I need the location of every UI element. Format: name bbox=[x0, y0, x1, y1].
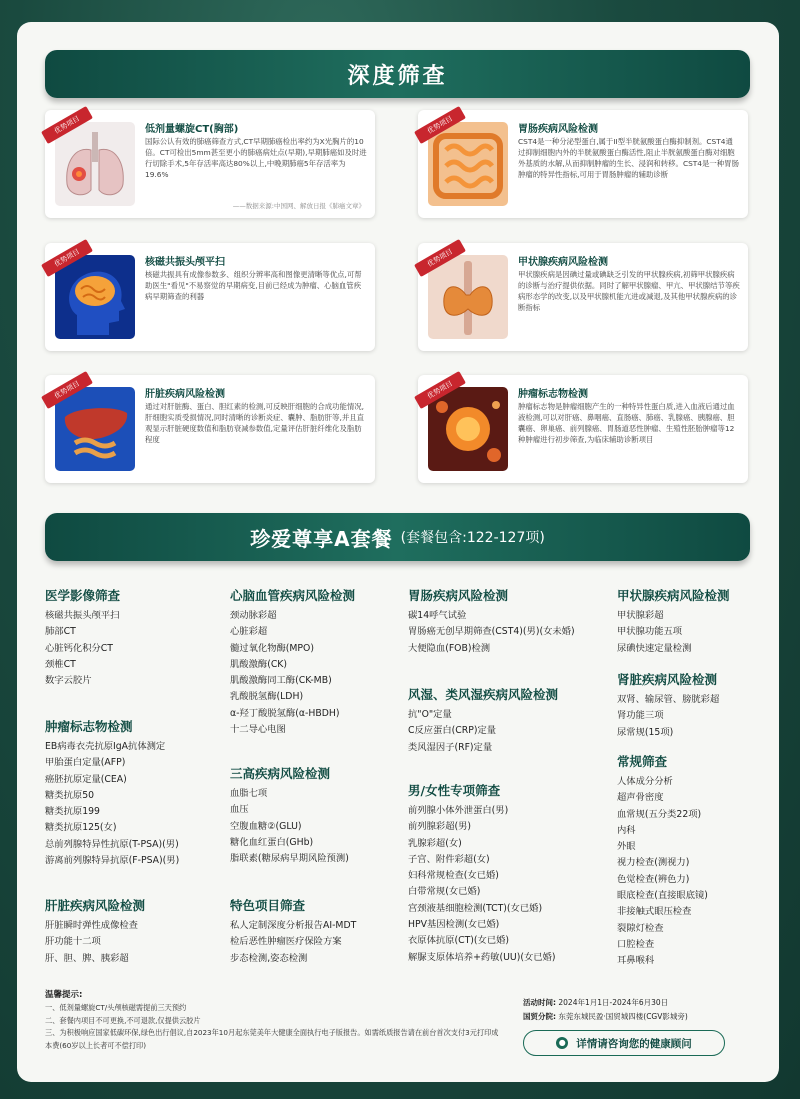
list-item: 心脏钙化积分CT bbox=[45, 642, 113, 654]
list-item: 超声骨密度 bbox=[617, 792, 664, 804]
list-item: 色觉检查(辨色力) bbox=[617, 873, 690, 885]
list-item: 裂隙灯检查 bbox=[617, 922, 664, 934]
section-title: 特色项目筛查 bbox=[230, 898, 306, 913]
deep-screening-banner bbox=[45, 50, 750, 98]
card-gastro bbox=[418, 110, 748, 218]
list-item: 肝脏瞬时弹性成像检查 bbox=[45, 920, 138, 931]
list-item: 癌胚抗原定量(CEA) bbox=[45, 773, 127, 785]
list-item: 空腹血糖②(GLU) bbox=[230, 820, 302, 832]
list-item: 髓过氧化物酶(MPO) bbox=[230, 642, 314, 654]
list-item: 内科 bbox=[617, 824, 636, 836]
card-mri-head bbox=[45, 243, 375, 351]
section-title: 胃肠疾病风险检测 bbox=[408, 588, 509, 603]
section-title: 肾脏疾病风险检测 bbox=[617, 672, 718, 687]
package-subtitle: (套餐包含:122-127项) bbox=[400, 530, 545, 546]
section-thyroid bbox=[617, 586, 730, 657]
section-kidney bbox=[617, 670, 719, 741]
list-item: 肝功能十二项 bbox=[45, 936, 101, 948]
tips-title: 温馨提示: bbox=[45, 990, 83, 1000]
section-title: 三高疾病风险检测 bbox=[230, 766, 331, 781]
list-item: 尿常规(15项) bbox=[617, 726, 674, 738]
card-title: 胃肠疾病风险检测 bbox=[518, 124, 598, 135]
section-gender-specific bbox=[408, 781, 555, 966]
event-time-value: 2024年1月1日-2024年6月30日 bbox=[558, 998, 669, 1007]
list-item: 颈椎CT bbox=[45, 658, 76, 670]
section-gastro bbox=[408, 586, 575, 657]
intestine-icon bbox=[428, 122, 508, 206]
list-item: 糖类抗原125(女) bbox=[45, 822, 117, 834]
list-item: 肌酸激酶(CK) bbox=[230, 658, 288, 670]
card-description: 肿瘤标志物是肿瘤细胞产生的一种特异性蛋白质,进入血液后通过血液检测,可以对肝癌、鼻咽癌、直肠癌、肺癌、乳腺癌、胰腺癌、胆囊癌、卵巢癌、前列腺癌、胃肠道恶性肿瘤、生殖性胚胎肿瘤等12种肿瘤进行初步筛查,为临床辅助诊断项目 bbox=[518, 402, 735, 444]
list-item: 总前列腺特异性抗原(T-PSA)(男) bbox=[45, 838, 179, 850]
card-description: CST4是一种分泌型蛋白,属于II型半胱氨酸蛋白酶抑制剂。CST4通过抑制细胞内外的半胱氨酸蛋白酶活性,阻止半胱氨酸蛋白酶对细胞外基质的水解,从而抑制肿瘤的生长、浸润和转移。CST4是一种胃肠肿瘤的特异性指标,可用于胃肠肿瘤的辅助诊断 bbox=[518, 137, 739, 179]
list-item: 胃肠癌无创早期筛查(CST4)(男)(女未婚) bbox=[408, 626, 575, 638]
section-title: 医学影像筛查 bbox=[45, 588, 121, 603]
section-routine bbox=[617, 752, 708, 970]
card-description: 甲状腺疾病是因碘过量或碘缺乏引发的甲状腺疾病,初筛甲状腺疾病的诊断与治疗提供依据。同时了解甲状腺瘤、甲亢、甲状腺结节等疾病形态学的改变,以及甲状腺机能亢进或减退,及其他甲状腺疾病的诊断指标 bbox=[518, 270, 740, 312]
list-item: 颈动脉彩超 bbox=[230, 610, 277, 621]
list-item: EB病毒衣壳抗原IgA抗体测定 bbox=[45, 741, 166, 752]
list-item: 数字云胶片 bbox=[45, 675, 92, 687]
list-item: 肌酸激酶同工酶(CK-MB) bbox=[230, 675, 332, 687]
tip-item: 三、为积极响应国家低碳环保,绿色出行倡议,自2023年10月起东莞美年大健康全面执行电子版报告。如需纸质报告请在前台首次支付3元打印成本费(60岁以上长者可不偿打印) bbox=[45, 1028, 499, 1050]
list-item: 双肾、输尿管、膀胱彩超 bbox=[617, 694, 720, 705]
list-item: 尿碘快速定量检测 bbox=[617, 642, 692, 654]
card-description: 通过对肝脏酶、蛋白、胆红素的检测,可反映肝细胞的合成功能情况,肝细胞实质受损情况,同时清晰的诊断炎症、囊肿、脂肪肝等,并且直观显示肝脏硬度数值和脂肪衰减参数值,定量评估肝脏纤维化及脂肪程度 bbox=[145, 402, 365, 444]
deep-screening-title: 深度筛查 bbox=[347, 63, 448, 89]
section-title: 风湿、类风湿疾病风险检测 bbox=[408, 687, 559, 702]
list-item: 乳腺彩超(女) bbox=[408, 837, 462, 849]
card-title: 甲状腺疾病风险检测 bbox=[518, 257, 608, 268]
card-lung-ct bbox=[45, 110, 375, 218]
advantage-badge: 优势项目 bbox=[41, 371, 93, 409]
advantage-badge: 优势项目 bbox=[414, 106, 466, 144]
list-item: 衣原体抗原(CT)(女已婚) bbox=[408, 935, 510, 947]
card-liver bbox=[45, 375, 375, 483]
advantage-badge: 优势项目 bbox=[41, 239, 93, 277]
list-item: 外眼 bbox=[617, 841, 636, 853]
package-banner bbox=[45, 513, 750, 561]
list-item: 耳鼻喉科 bbox=[617, 955, 655, 967]
branch-value: 东莞东城民盈·国贸城四楼(CGV影城旁) bbox=[558, 1012, 688, 1021]
list-item: 肺部CT bbox=[45, 626, 76, 638]
event-time-label: 活动时间: bbox=[523, 998, 556, 1007]
card-tumor-markers bbox=[418, 375, 748, 483]
lungs-icon bbox=[55, 122, 135, 206]
section-title: 肝脏疾病风险检测 bbox=[45, 898, 146, 913]
section-three-highs bbox=[230, 764, 349, 867]
event-time-row bbox=[523, 996, 753, 1010]
advantage-badge: 优势项目 bbox=[41, 106, 93, 144]
package-title: 珍爱尊享A套餐 bbox=[250, 526, 393, 551]
liver-icon bbox=[55, 387, 135, 471]
advantage-badge: 优势项目 bbox=[414, 371, 466, 409]
list-item: α-羟丁酸脱氢酶(α-HBDH) bbox=[230, 707, 340, 719]
section-title: 心脑血管疾病风险检测 bbox=[230, 588, 356, 603]
card-title: 肿瘤标志物检测 bbox=[518, 389, 588, 400]
list-item: HPV基因检测(女已婚) bbox=[408, 919, 500, 931]
list-item: 白带常规(女已婚) bbox=[408, 886, 481, 898]
section-title: 甲状腺疾病风险检测 bbox=[617, 588, 730, 603]
list-item: 私人定制深度分析报告AI-MDT bbox=[230, 920, 357, 931]
list-item: 碳14呼气试验 bbox=[408, 610, 467, 621]
list-item: 抗"O"定量 bbox=[408, 709, 452, 720]
card-title: 低剂量螺旋CT(胸部) bbox=[145, 124, 239, 135]
consult-label: 详情请咨询您的健康顾问 bbox=[576, 1037, 692, 1050]
tips-block bbox=[45, 988, 505, 1052]
card-title: 核磁共振头颅平扫 bbox=[145, 257, 225, 268]
card-thyroid bbox=[418, 243, 748, 351]
section-title: 男/女性专项筛查 bbox=[408, 783, 501, 798]
list-item: 十二导心电图 bbox=[230, 724, 286, 736]
list-item: 非接触式眼压检查 bbox=[617, 906, 692, 918]
section-rheumatism bbox=[408, 685, 558, 756]
section-cardio bbox=[230, 586, 355, 738]
list-item: 糖类抗原199 bbox=[45, 806, 100, 818]
list-item: 脂联素(糖尿病早期风险预测) bbox=[230, 853, 349, 865]
card-description: 国际公认有效的肺癌筛查方式,CT早期肺癌检出率约为X光胸片的10倍。CT可检出5mm甚至更小的肺癌病灶点(早期),早期肺癌如及时进行切除手术,5年存活率高达80%以上,中晚期肺癌5年存活率为19.6% bbox=[145, 137, 367, 179]
list-item: 视力检查(测视力) bbox=[617, 857, 690, 869]
data-source-note: ——数据来源:中国网、解放日报《肺癌文章》 bbox=[232, 202, 365, 210]
list-item: 游离前列腺特异抗原(F-PSA)(男) bbox=[45, 855, 180, 867]
list-item: 前列腺彩超(男) bbox=[408, 821, 472, 833]
list-item: 心脏彩超 bbox=[230, 626, 268, 638]
list-item: 乳酸脱氢酶(LDH) bbox=[230, 691, 304, 703]
list-item: 核磁共振头颅平扫 bbox=[45, 610, 120, 621]
list-item: 人体成分分析 bbox=[617, 776, 673, 787]
section-title: 常规筛查 bbox=[617, 754, 668, 769]
section-medical-imaging bbox=[45, 586, 120, 689]
advantage-badge: 优势项目 bbox=[414, 239, 466, 277]
list-item: 甲状腺彩超 bbox=[617, 610, 664, 621]
list-item: C反应蛋白(CRP)定量 bbox=[408, 725, 497, 737]
consult-button[interactable] bbox=[523, 1030, 725, 1056]
list-item: 前列腺小体外泄蛋白(男) bbox=[408, 805, 509, 816]
brain-icon bbox=[55, 255, 135, 339]
thyroid-icon bbox=[428, 255, 508, 339]
branch-row bbox=[523, 1010, 753, 1024]
list-item: 糖化血红蛋白(GHb) bbox=[230, 836, 314, 848]
list-item: 口腔检查 bbox=[617, 938, 655, 950]
card-description: 核磁共振具有成像参数多、组织分辨率高和图像更清晰等优点,可帮助医生"看见"不易察觉的早期病变,目前已经成为肿瘤、心脑血管疾病早期筛查的利器 bbox=[145, 270, 362, 301]
list-item: 解脲支原体培养+药敏(UU)(女已婚) bbox=[408, 951, 556, 963]
tumor-cell-icon bbox=[428, 387, 508, 471]
branch-label: 国贸分院: bbox=[523, 1012, 556, 1021]
list-item: 肝、胆、脾、胰彩超 bbox=[45, 952, 129, 964]
section-liver bbox=[45, 896, 145, 967]
list-item: 步态检测,姿态检测 bbox=[230, 952, 308, 964]
list-item: 血常规(五分类22项) bbox=[617, 808, 702, 820]
list-item: 肾功能三项 bbox=[617, 710, 664, 722]
list-item: 宫颈液基细胞检测(TCT)(女已婚) bbox=[408, 902, 543, 914]
card-title: 肝脏疾病风险检测 bbox=[145, 389, 225, 400]
list-item: 眼底检查(直接眼底镜) bbox=[617, 890, 708, 902]
list-item: 糖类抗原50 bbox=[45, 789, 95, 801]
list-item: 甲胎蛋白定量(AFP) bbox=[45, 757, 126, 769]
tip-item: 二、套餐内项目不可更换,不可退款,仅提供云胶片 bbox=[45, 1015, 201, 1025]
tip-item: 一、低剂量螺旋CT/头颅核磁需提前三天预约 bbox=[45, 1003, 187, 1012]
event-info bbox=[523, 996, 753, 1024]
list-item: 血脂七项 bbox=[230, 788, 268, 799]
list-item: 甲状腺功能五项 bbox=[617, 626, 683, 638]
list-item: 大便隐血(FOB)检测 bbox=[408, 642, 491, 654]
list-item: 血压 bbox=[230, 804, 249, 816]
list-item: 子宫、附件彩超(女) bbox=[408, 853, 490, 865]
person-icon: ● bbox=[556, 1037, 568, 1049]
list-item: 类风湿因子(RF)定量 bbox=[408, 741, 493, 753]
section-special bbox=[230, 896, 356, 967]
section-tumor-markers bbox=[45, 717, 179, 869]
list-item: 妇科常规检查(女已婚) bbox=[408, 870, 499, 882]
section-title: 肿瘤标志物检测 bbox=[45, 719, 133, 734]
list-item: 检后恶性肿瘤医疗保险方案 bbox=[230, 936, 342, 948]
